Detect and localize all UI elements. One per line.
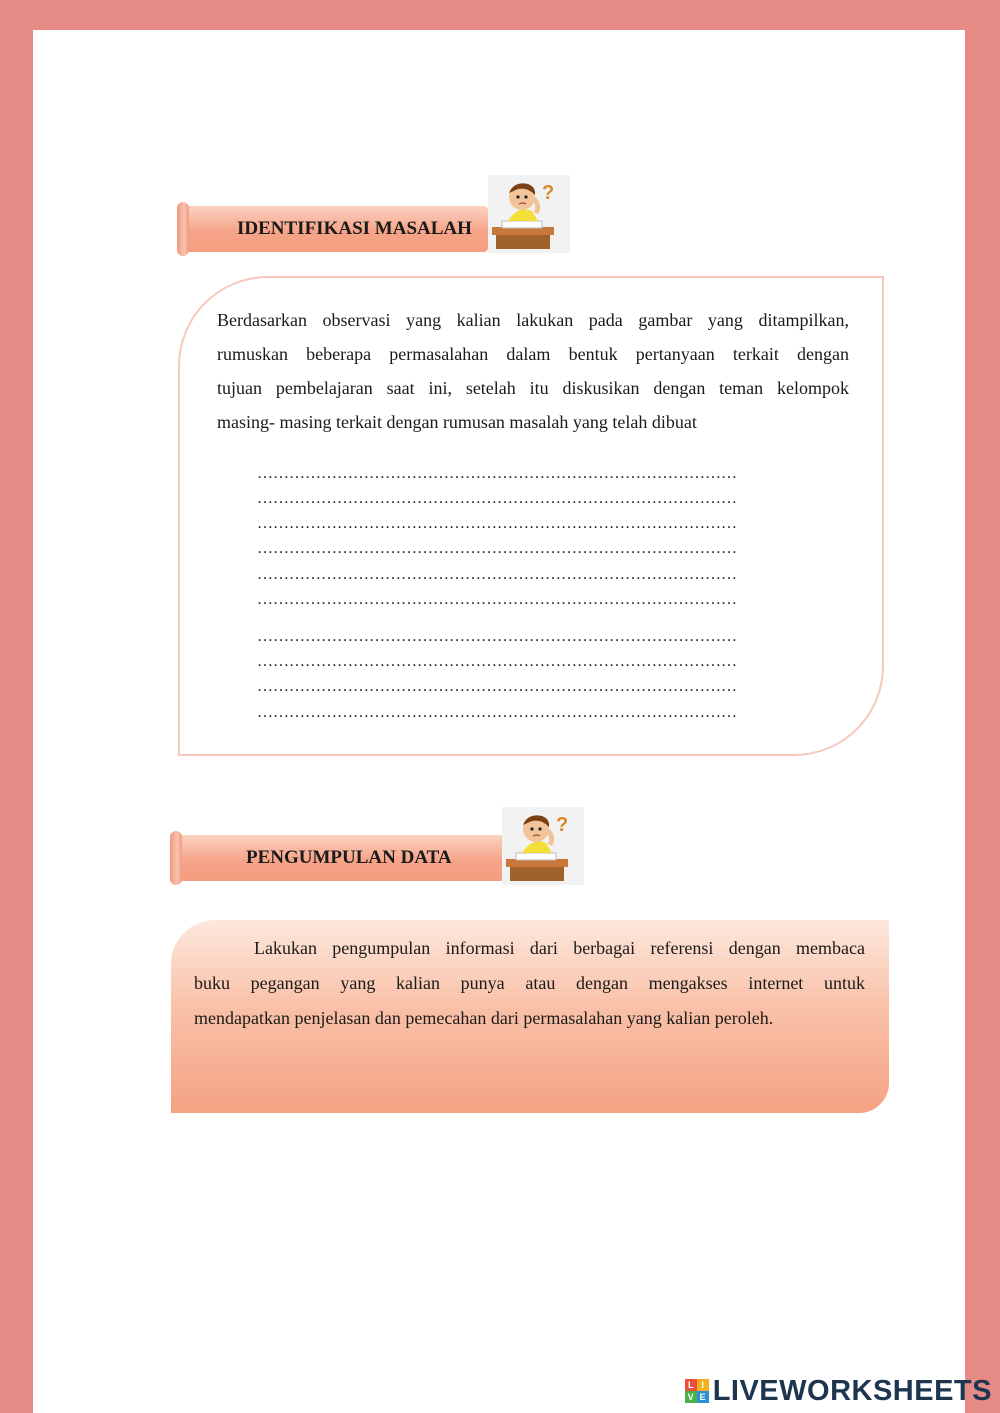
logo-letter-l: L [685, 1379, 697, 1391]
thinking-student-icon [488, 175, 570, 253]
banner-scroll-curl [177, 202, 189, 256]
answer-line[interactable]: ……………………………………………………………………………… [257, 490, 737, 507]
instruction-line-3: mendapatkan penjelasan dan pemecahan dari permasalahan yang kalian peroleh. [194, 1008, 774, 1028]
logo-letter-i: I [697, 1379, 709, 1391]
answer-line[interactable]: ……………………………………………………………………………… [257, 704, 737, 721]
liveworksheets-logo-icon [685, 1379, 709, 1403]
svg-text:?: ? [542, 182, 555, 204]
answer-line[interactable]: ……………………………………………………………………………… [257, 540, 737, 557]
svg-text:?: ? [556, 814, 569, 836]
banner-scroll-curl [170, 831, 182, 885]
answer-line[interactable]: ……………………………………………………………………………… [257, 591, 737, 608]
answer-line[interactable]: ……………………………………………………………………………… [257, 628, 737, 645]
instruction-line-4: masing- masing terkait dengan rumusan masalah yang telah dibuat [217, 412, 697, 432]
logo-letter-e: E [697, 1391, 709, 1403]
answer-line[interactable]: ……………………………………………………………………………… [257, 465, 737, 482]
answer-line[interactable]: ……………………………………………………………………………… [257, 515, 737, 532]
answer-line[interactable]: ……………………………………………………………………………… [257, 566, 737, 583]
answer-line[interactable]: ……………………………………………………………………………… [257, 653, 737, 670]
section-banner-pengumpulan [176, 835, 506, 881]
liveworksheets-brand[interactable] [685, 1373, 992, 1409]
section-title: PENGUMPULAN DATA [246, 847, 452, 868]
instruction-line-1: Berdasarkan observasi yang kalian lakukan pada gambar yang ditampilkan, [217, 310, 849, 330]
brand-name: LIVEWORKSHEETS [712, 1374, 992, 1407]
instruction-line-2: rumuskan beberapa permasalahan dalam bentuk pertanyaan terkait dengan [217, 344, 849, 364]
section-title: IDENTIFIKASI MASALAH [237, 218, 472, 239]
instruction-line-2: buku pegangan yang kalian punya atau dengan mengakses internet untuk [194, 973, 865, 993]
section-banner-identifikasi [183, 206, 488, 252]
answer-line[interactable]: ……………………………………………………………………………… [257, 678, 737, 695]
instruction-line-1: Lakukan pengumpulan informasi dari berbagai referensi dengan membaca [254, 938, 865, 958]
thinking-student-icon [502, 807, 584, 885]
logo-letter-v: V [685, 1391, 697, 1403]
instruction-line-3: tujuan pembelajaran saat ini, setelah itu diskusikan dengan teman kelompok [217, 378, 849, 398]
